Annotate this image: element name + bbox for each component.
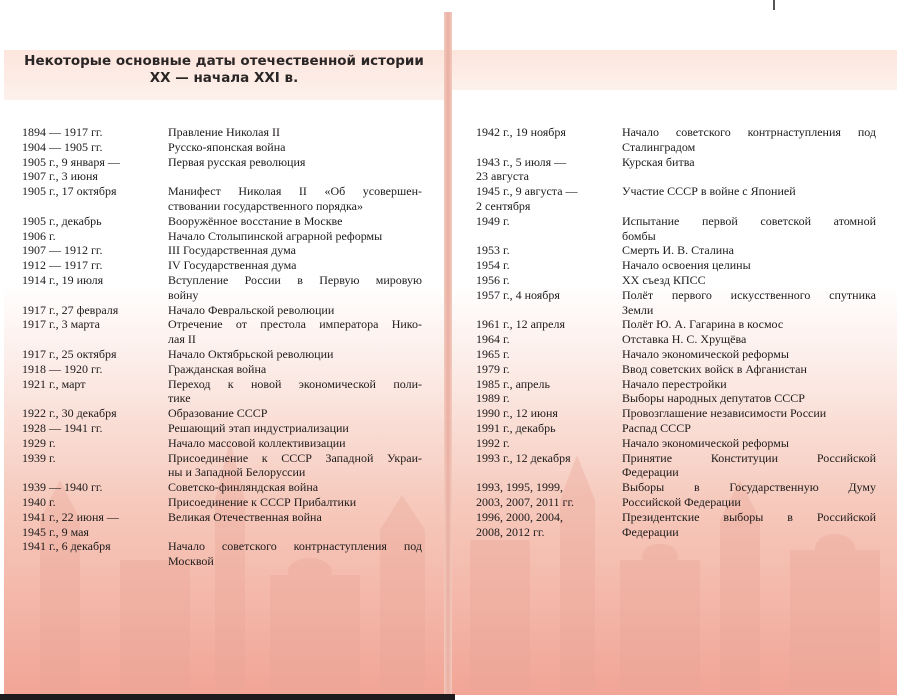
entry-event: Советско-финляндская война [168, 480, 319, 495]
entry-event: Начало Февральской революции [168, 302, 335, 317]
entry-event: Великая Отечественная война [168, 509, 322, 524]
title-line-1: Некоторые основные даты отечественной истории [24, 53, 424, 69]
entry-event: лая II [168, 332, 196, 347]
entry-date: 1991 г., декабрь [476, 421, 556, 435]
entry-event: Ввод советских войск в Афганистан [622, 361, 807, 376]
entry-date: 1905 г., 9 января — [22, 154, 120, 169]
entry-date: 1922 г., 30 декабря [22, 406, 117, 421]
entry-date: 1914 г., 19 июля [22, 273, 104, 287]
entry-event: Манифест Николая II «Об усовершен- [168, 184, 422, 199]
entry-date: 1917 г., 27 февраля [22, 302, 119, 317]
entry-date: 1992 г. [476, 435, 510, 450]
entry-event: Федерации [622, 465, 679, 480]
entry-date: 2008, 2012 гг. [476, 524, 545, 539]
entry-event: Федерации [622, 524, 679, 539]
entry-event: Начало перестройки [622, 376, 727, 391]
entry-date: 1957 г., 4 ноября [476, 287, 560, 302]
entry-date: 1979 г. [476, 361, 510, 376]
entry-date: 1985 г., апрель [476, 376, 550, 391]
entry-date: 1942 г., 19 ноября [476, 125, 566, 139]
entry-event: Выборы народных депутатов СССР [622, 391, 805, 406]
entry-event: Смерть И. В. Сталина [622, 243, 734, 258]
entry-date: 1905 г., 17 октября [22, 184, 117, 199]
entry-date: 1953 г. [476, 243, 510, 258]
entry-date: 23 августа [476, 169, 529, 184]
page-title [0, 53, 448, 87]
entry-event: Сталинградом [622, 139, 696, 154]
scan-bottom-edge [0, 694, 455, 700]
entry-date: 1912 — 1917 гг. [22, 258, 103, 273]
entry-event: Испытание первой советской атомной [622, 213, 876, 228]
entry-date: 1904 — 1905 гг. [22, 139, 103, 154]
entry-event: Первая русская революция [168, 154, 306, 169]
entry-event: Курская битва [622, 154, 695, 169]
entry-event: Отставка Н. С. Хрущёва [622, 332, 747, 347]
entry-event: Выборы в Государственную Думу [622, 480, 876, 495]
entry-event: Начало советского контрнаступления под [168, 539, 422, 554]
entry-event: Полёт Ю. А. Гагарина в космос [622, 317, 784, 332]
entry-event: Правление Николая II [168, 125, 280, 139]
entry-event: Провозглашение независимости России [622, 406, 827, 421]
entry-date: 1939 г. [22, 450, 56, 465]
entry-event: Начало советского контрнаступления под [622, 125, 876, 139]
entry-date: 1990 г., 12 июня [476, 406, 558, 421]
entry-date: 1943 г., 5 июля — [476, 154, 567, 169]
entry-event: Начало Октябрьской революции [168, 347, 334, 361]
entry-date: 1905 г., декабрь [22, 213, 102, 228]
entry-date: 1989 г. [476, 391, 510, 406]
entry-event: XX съезд КПСС [622, 273, 706, 287]
entry-event: бомбы [622, 228, 656, 243]
entry-event: Вооружённое восстание в Москве [168, 213, 343, 228]
entry-event: Принятие Конституции Российской [622, 450, 876, 465]
entry-event: Гражданская война [168, 361, 267, 376]
entry-event: Образование СССР [168, 406, 268, 421]
entry-date: 2003, 2007, 2011 гг. [476, 494, 575, 509]
entry-event: Присоединение к СССР Западной Украи- [168, 450, 422, 465]
entry-event: IV Государственная дума [168, 258, 297, 273]
entry-date: 1993 г., 12 декабря [476, 450, 571, 465]
entry-date: 1939 — 1940 гг. [22, 480, 103, 495]
entry-event: Начало экономической реформы [622, 347, 789, 361]
entry-date: 1940 г. [22, 495, 56, 509]
entry-event: Русско-японская война [168, 139, 286, 154]
entry-date: 1917 г., 3 марта [22, 317, 100, 332]
entry-date: 1961 г., 12 апреля [476, 317, 565, 332]
entry-date: 1907 — 1912 гг. [22, 243, 103, 258]
entry-date: 1921 г., март [22, 376, 86, 391]
entry-event: тике [168, 391, 191, 406]
entry-event: Вступление России в Первую мировую [168, 273, 422, 287]
entry-event: Начало Столыпинской аграрной реформы [168, 228, 383, 243]
entry-date: 1949 г. [476, 213, 510, 228]
entry-event: Российской Федерации [622, 494, 741, 509]
entry-event: Начало экономической реформы [622, 435, 789, 450]
entry-event: ны и Западной Белоруссии [168, 465, 306, 480]
entry-date: 1894 — 1917 гг. [22, 125, 103, 139]
entry-event: Решающий этап индустриализации [168, 421, 349, 435]
entry-date: 1945 г., 9 августа — [476, 184, 578, 199]
entry-event: III Государственная дума [168, 243, 296, 258]
entry-event: ствовании государственного порядка» [168, 198, 363, 213]
entry-date: 1954 г. [476, 258, 510, 273]
entry-date: 1945 г., 9 мая [22, 524, 89, 539]
entry-date: 1965 г. [476, 347, 510, 361]
entry-event: Распад СССР [622, 421, 691, 435]
entry-event: Президентские выборы в Российской [622, 509, 876, 524]
entry-date: 1996, 2000, 2004, [476, 509, 563, 524]
entry-date: 1993, 1995, 1999, [476, 480, 563, 495]
entry-event: Начало освоения целины [622, 258, 751, 273]
entry-date: 1956 г. [476, 273, 510, 287]
entry-date: 1941 г., 22 июня — [22, 509, 119, 524]
entry-date: 1918 — 1920 гг. [22, 361, 103, 376]
entry-date: 1941 г., 6 декабря [22, 539, 111, 554]
entry-event: Присоединение к СССР Прибалтики [168, 495, 357, 509]
title-line-2: XX — начала XXI в. [149, 70, 299, 86]
entry-event: Отречение от престола императора Нико- [168, 317, 422, 332]
entry-event: Переход к новой экономической поли- [168, 376, 422, 391]
entry-event: Земли [622, 302, 654, 317]
entry-event: войну [168, 287, 199, 302]
entry-event: Москвой [168, 554, 214, 569]
entry-event: Начало массовой коллективизации [168, 435, 346, 450]
entry-date: 1907 г., 3 июня [22, 169, 98, 184]
entry-date: 1964 г. [476, 332, 510, 347]
entry-event: Участие СССР в войне с Японией [622, 184, 796, 199]
entry-date: 1917 г., 25 октября [22, 347, 117, 361]
entry-date: 2 сентября [476, 198, 531, 213]
entry-date: 1906 г. [22, 228, 56, 243]
entry-event: Полёт первого искусственного спутника [622, 287, 876, 302]
entry-date: 1929 г. [22, 435, 56, 450]
entry-date: 1928 — 1941 гг. [22, 421, 103, 435]
